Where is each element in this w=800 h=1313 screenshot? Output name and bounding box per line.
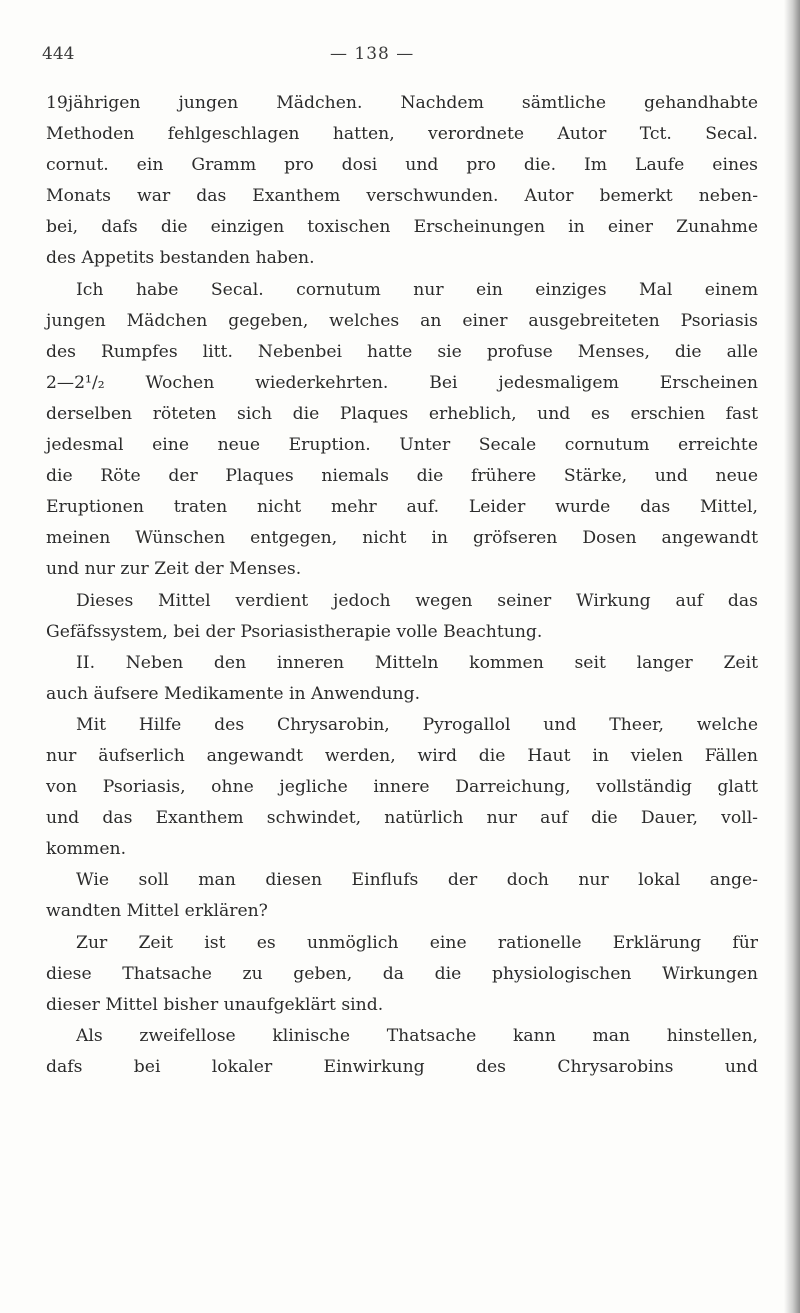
text-line: dafs bei lokaler Einwirkung des Chrysarobins und xyxy=(46,1056,758,1077)
text-line: Monats war das Exanthem verschwunden. Autor bemerkt neben- xyxy=(46,186,758,207)
library-page-number: 444 xyxy=(42,44,75,64)
text-line: Gefäfssystem, bei der Psoriasistherapie volle Beachtung. xyxy=(46,621,543,642)
text-line: und das Exanthem schwindet, natürlich nur auf die Dauer, voll- xyxy=(46,808,758,829)
text-line: jedesmal eine neue Eruption. Unter Secale cornutum erreichte xyxy=(46,435,758,456)
text-line: II. Neben den inneren Mitteln kommen seit langer Zeit xyxy=(76,652,758,673)
text-line: cornut. ein Gramm pro dosi und pro die. Im Laufe eines xyxy=(46,155,758,176)
text-line: meinen Wünschen entgegen, nicht in gröfseren Dosen angewandt xyxy=(46,528,758,549)
text-line: des Rumpfes litt. Nebenbei hatte sie profuse Menses, die alle xyxy=(46,341,758,362)
text-line: 19jährigen jungen Mädchen. Nachdem sämtliche gehandhabte xyxy=(46,93,758,113)
text-line: derselben röteten sich die Plaques erheblich, und es erschien fast xyxy=(46,403,758,424)
text-line: Ich habe Secal. cornutum nur ein einziges Mal einem xyxy=(76,279,758,300)
text-line: jungen Mädchen gegeben, welches an einer ausgebreiteten Psoriasis xyxy=(46,310,758,331)
text-line: Wie soll man diesen Einflufs der doch nur lokal ange- xyxy=(76,870,758,891)
text-line: Mit Hilfe des Chrysarobin, Pyrogallol und Theer, welche xyxy=(76,714,758,735)
text-line: die Röte der Plaques niemals die frühere Stärke, und neue xyxy=(46,466,758,487)
text-line: Methoden fehlgeschlagen hatten, verordnete Autor Tct. Secal. xyxy=(46,124,758,145)
text-line: des Appetits bestanden haben. xyxy=(46,248,315,269)
book-page-number: — 138 — xyxy=(330,44,415,64)
page-edge-shadow xyxy=(784,0,800,1313)
text-line: Als zweifellose klinische Thatsache kann man hinstellen, xyxy=(76,1025,758,1046)
text-line: Eruptionen traten nicht mehr auf. Leider wurde das Mittel, xyxy=(46,497,758,518)
text-line: kommen. xyxy=(46,839,127,860)
text-line: Dieses Mittel verdient jedoch wegen seiner Wirkung auf das xyxy=(76,590,758,611)
text-line: von Psoriasis, ohne jegliche innere Darreichung, vollständig glatt xyxy=(46,777,758,798)
body-text xyxy=(46,88,758,1083)
text-line: bei, dafs die einzigen toxischen Erscheinungen in einer Zunahme xyxy=(46,217,758,238)
text-line: Zur Zeit ist es unmöglich eine rationelle Erklärung für xyxy=(76,932,758,953)
text-line: wandten Mittel erklären? xyxy=(46,901,268,922)
text-line: diese Thatsache zu geben, da die physiologischen Wirkungen xyxy=(46,963,758,984)
text-line: nur äufserlich angewandt werden, wird die Haut in vielen Fällen xyxy=(46,745,758,766)
text-line: dieser Mittel bisher unaufgeklärt sind. xyxy=(46,994,384,1015)
text-line: und nur zur Zeit der Menses. xyxy=(46,559,302,580)
text-line: 2—2¹/₂ Wochen wiederkehrten. Bei jedesmaligem Erscheinen xyxy=(46,372,758,393)
text-line: auch äufsere Medikamente in Anwendung. xyxy=(46,683,421,704)
page-header xyxy=(0,44,800,74)
